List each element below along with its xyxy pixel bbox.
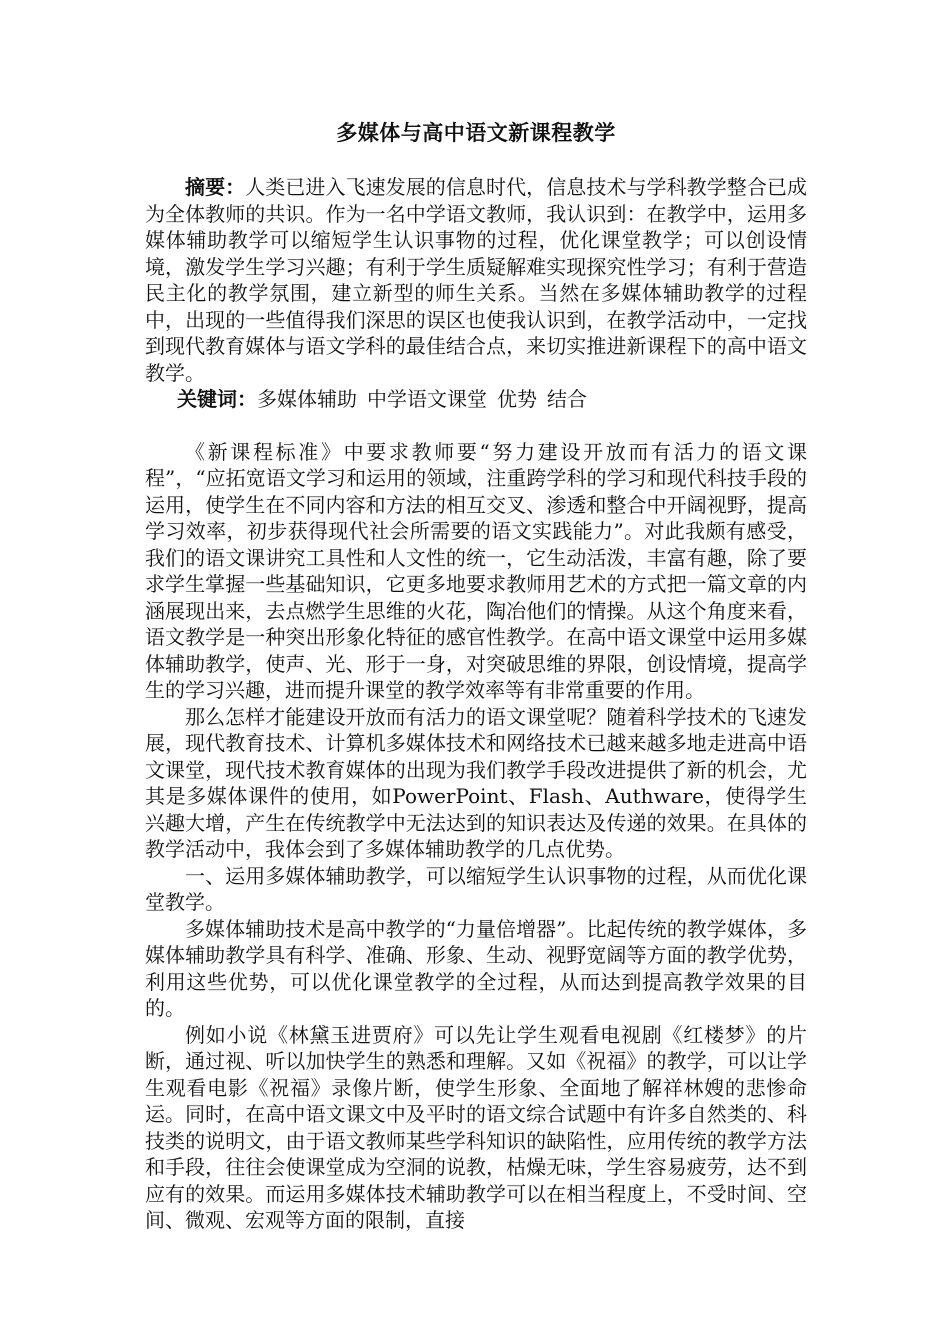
document-title: 多媒体与高中语文新课程教学 [336, 120, 616, 145]
abstract-text: 人类已进入飞速发展的信息时代，信息技术与学科教学整合已成为全体教师的共识。作为一名中学语文教师，我认识到：在教学中，运用多媒体辅助教学可以缩短学生认识事物的过程，优化课堂教学；可以创设情境，激发学生学习兴趣；有利于学生质疑解难实现探究性学习；有利于营造民主化的教学氛围，建立新型的师生关系。当然在多媒体辅助教学的过程中，出现的一些值得我们深思的误区也使我认识到，在教学活动中，一定找到现代教育媒体与语文学科的最佳结合点，来切实推进新课程下的高中语文教学。 [145, 175, 808, 385]
abstract-label: 摘要： [185, 175, 246, 199]
body-paragraph: 《新课程标准》中要求教师要“努力建设开放而有活力的语文课程”，“应拓宽语文学习和运用的领域，注重跨学科的学习和现代科技手段的运用，使学生在不同内容和方法的相互交叉、渗透和整合中开阔视野，提高学习效率，初步获得现代社会所需要的语文实践能力”。对此我颇有感受，我们的语文课讲究工具性和人文性的统一，它生动活泼，丰富有趣，除了要求学生掌握一些基础知识，它更多地要求教师用艺术的方式把一篇文章的内涵展现出来，去点燃学生思维的火花，陶冶他们的情操。从这个角度来看，语文教学是一种突出形象化特征的感官性教学。在高中语文课堂中运用多媒体辅助教学，使声、光、形于一身，对突破思维的界限，创设情境，提高学生的学习兴趣，进而提升课堂的教学效率等有非常重要的作用。 [145, 439, 807, 702]
keywords-label: 关键词： [177, 387, 257, 411]
keywords-line [145, 386, 807, 413]
section-heading: 一、运用多媒体辅助教学，可以缩短学生认识事物的过程，从而优化课堂教学。 [145, 863, 807, 914]
body-paragraph: 那么怎样才能建设开放而有活力的语文课堂呢？随着科学技术的飞速发展，现代教育技术、计算机多媒体技术和网络技术已越来越多地走进高中语文课堂，现代技术教育媒体的出现为我们教学手段改进提供了新的机会，尤其是多媒体课件的使用，如PowerPoint、Flash、Authware，使得学生兴趣大增，产生在传统教学中无法达到的知识表达及传递的效果。在具体的教学活动中，我体会到了多媒体辅助教学的几点优势。 [145, 704, 807, 861]
body-paragraph: 例如小说《林黛玉进贾府》可以先让学生观看电视剧《红楼梦》的片断，通过视、听以加快学生的熟悉和理解。又如《祝福》的教学，可以让学生观看电影《祝福》录像片断，使学生形象、全面地了解祥林嫂的悲惨命运。同时，在高中语文课文中及平时的语文综合试题中有许多自然类的、科技类的说明文，由于语文教师某些学科知识的缺陷性，应用传统的教学方法和手段，往往会使课堂成为空洞的说教，枯燥无味，学生容易疲劳，达不到应有的效果。而运用多媒体技术辅助教学可以在相当程度上，不受时间、空间、微观、宏观等方面的限制，直接 [145, 1022, 807, 1232]
document-page [145, 118, 807, 1234]
keyword: 中学语文课堂 [367, 387, 487, 411]
keyword: 结合 [547, 387, 587, 411]
abstract-paragraph [145, 174, 807, 386]
keyword: 优势 [497, 387, 537, 411]
body-paragraph: 多媒体辅助技术是高中教学的“力量倍增器”。比起传统的教学媒体，多媒体辅助教学具有科学、准确、形象、生动、视野宽阔等方面的教学优势，利用这些优势，可以优化课堂教学的全过程，从而达到提高教学效果的目的。 [145, 916, 807, 1020]
keyword: 多媒体辅助 [257, 387, 357, 411]
